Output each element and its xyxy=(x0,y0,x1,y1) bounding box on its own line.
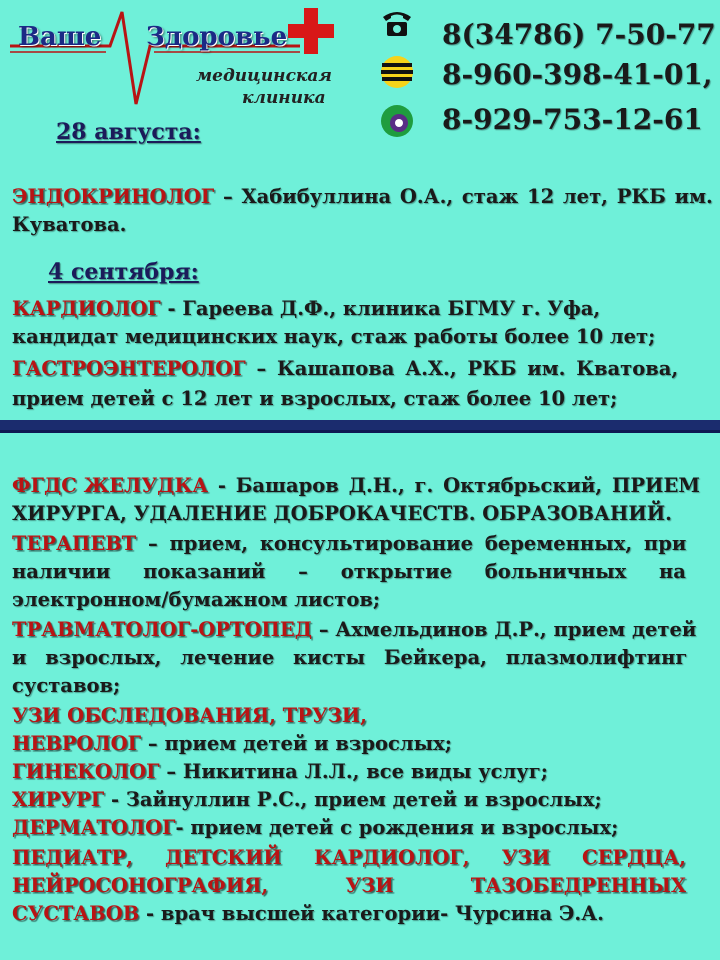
beeline-icon xyxy=(380,55,414,89)
specialty-label: КАРДИОЛОГ xyxy=(12,297,161,320)
phone-landline[interactable]: 8(34786) 7-50-77 xyxy=(442,18,716,51)
list-item: ТРАВМАТОЛОГ-ОРТОПЕД – Ахмельдинов Д.Р., прием детей xyxy=(12,618,697,641)
pediatrics-line-1: ПЕДИАТР, ДЕТСКИЙ КАРДИОЛОГ, УЗИ СЕРДЦА, xyxy=(12,846,686,869)
list-item: ФГДС ЖЕЛУДКА - Башаров Д.Н., г. Октябрьский, ПРИЕМ xyxy=(12,474,700,497)
specialty-label: ФГДС ЖЕЛУДКА xyxy=(12,474,209,497)
list-item xyxy=(12,703,686,728)
list-item: КАРДИОЛОГ - Гареева Д.Ф., клиника БГМУ г. Уфа, xyxy=(12,297,601,320)
list-item: ТЕРАПЕВТ – прием, консультирование беременных, при xyxy=(12,532,687,555)
justified-word: на xyxy=(659,560,686,583)
list-item: ГАСТРОЭНТЕРОЛОГ – Кашапова А.Х., РКБ им. Кватова, xyxy=(12,357,679,380)
specialty-label: УЗИ ОБСЛЕДОВАНИЯ, ТРУЗИ, xyxy=(12,704,367,727)
specialty-label: СУСТАВОВ xyxy=(12,902,140,925)
specialty-label: ГАСТРОЭНТЕРОЛОГ xyxy=(12,357,246,380)
justified-word: – xyxy=(298,560,308,583)
justified-word: наличии xyxy=(12,560,111,583)
list-item-continuation: прием детей с 12 лет и взрослых, стаж более 10 лет; xyxy=(12,387,618,410)
schedule-date-2: 4 сентября: xyxy=(48,259,199,285)
list-item: ГИНЕКОЛОГ – Никитина Л.Л., все виды услуг; xyxy=(12,760,548,783)
specialty-label: ХИРУРГ xyxy=(12,788,105,811)
megafon-icon xyxy=(380,104,414,138)
telephone-icon xyxy=(380,5,414,39)
list-item-continuation: суставов; xyxy=(12,674,121,697)
list-item: ХИРУРГ - Зайнуллин Р.С., прием детей и взрослых; xyxy=(12,788,602,811)
specialty-label: ДЕРМАТОЛОГ xyxy=(12,816,176,839)
specialty-label: НЕВРОЛОГ xyxy=(12,732,142,755)
list-item-continuation: кандидат медицинских наук, стаж работы более 10 лет; xyxy=(12,325,656,348)
list-item-continuation: ХИРУРГА, УДАЛЕНИЕ ДОБРОКАЧЕСТВ. ОБРАЗОВАНИЙ. xyxy=(12,502,672,525)
list-item-continuation: электронном/бумажном листов; xyxy=(12,588,381,611)
pediatrics-line-2: НЕЙРОСОНОГРАФИЯ, УЗИ ТАЗОБЕДРЕННЫХ xyxy=(12,874,686,897)
brand-subtitle-2: клиника xyxy=(242,88,326,108)
specialty-label: ГИНЕКОЛОГ xyxy=(12,760,160,783)
brand-subtitle-1: медицинская xyxy=(196,66,332,86)
specialty-label: ТЕРАПЕВТ xyxy=(12,532,137,555)
list-item: ЭНДОКРИНОЛОГ – Хабибуллина О.А., стаж 12 лет, РКБ им. xyxy=(12,185,713,208)
medical-cross-icon xyxy=(288,8,334,54)
list-item: НЕВРОЛОГ – прием детей и взрослых; xyxy=(12,732,452,755)
clinic-logo xyxy=(10,4,340,114)
phone-mobile-1[interactable]: 8-960-398-41-01, xyxy=(442,58,713,91)
header-panel xyxy=(0,0,720,424)
list-item-continuation xyxy=(12,559,686,584)
justified-word: больничных xyxy=(484,560,627,583)
pediatrics-line-3: СУСТАВОВ - врач высшей категории- Чурсина Э.А. xyxy=(12,902,604,925)
specialty-label: ЭНДОКРИНОЛОГ xyxy=(12,185,215,208)
list-item-continuation: Куватова. xyxy=(12,213,127,236)
services-panel xyxy=(0,430,720,960)
brand-word-2: Здоровье xyxy=(146,22,288,52)
phone-mobile-2[interactable]: 8-929-753-12-61 xyxy=(442,103,703,136)
brand-word-1: Ваше xyxy=(18,22,102,52)
justified-word: открытие xyxy=(340,560,453,583)
list-item: ДЕРМАТОЛОГ- прием детей с рождения и взрослых; xyxy=(12,816,619,839)
schedule-date-1: 28 августа: xyxy=(56,119,201,145)
specialty-label: ТРАВМАТОЛОГ-ОРТОПЕД xyxy=(12,618,313,641)
list-item-continuation: и взрослых, лечение кисты Бейкера, плазмолифтинг xyxy=(12,646,688,669)
justified-word: показаний xyxy=(143,560,266,583)
